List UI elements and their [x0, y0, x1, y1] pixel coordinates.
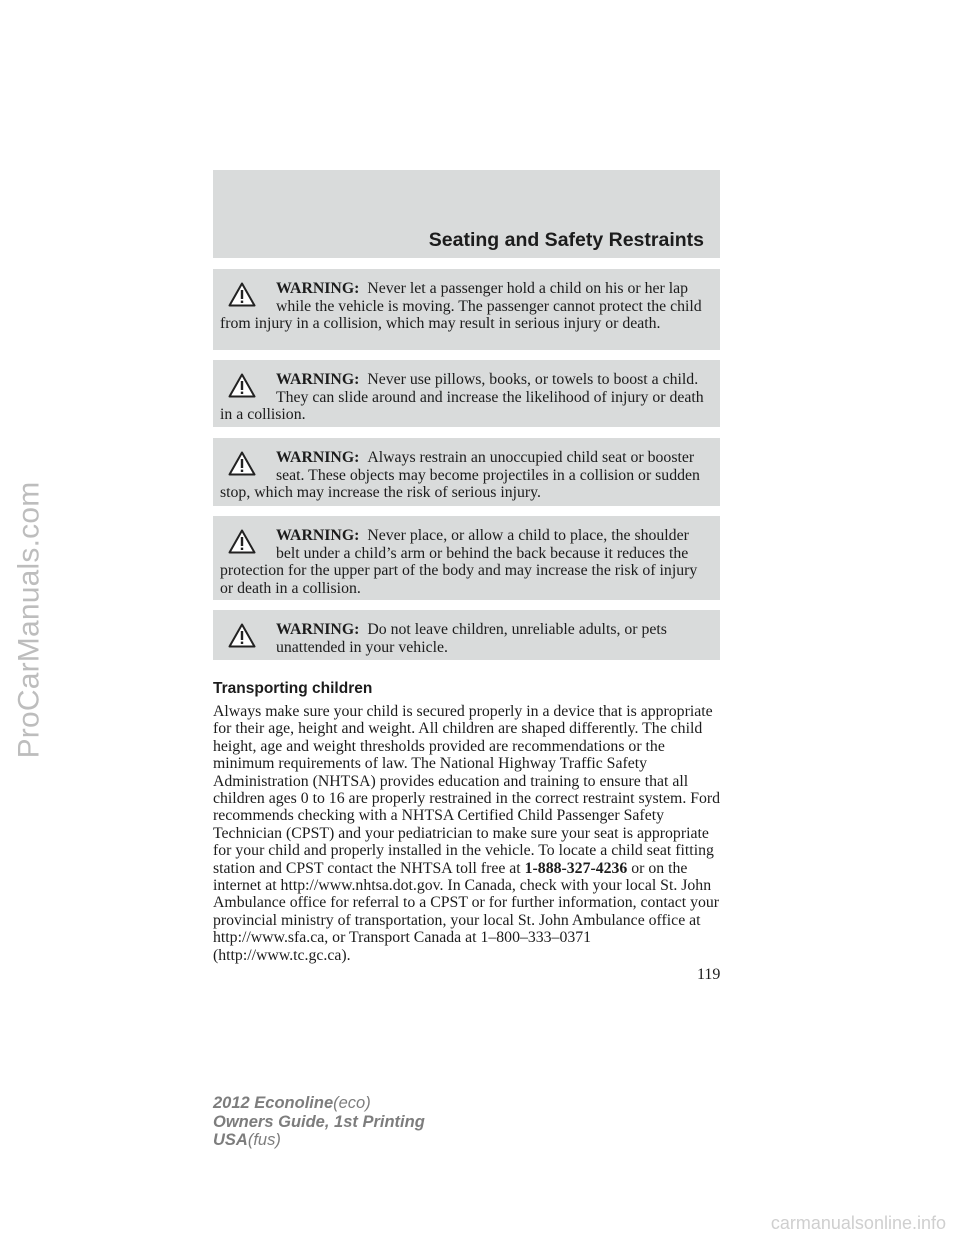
warning-box-3 — [213, 438, 720, 506]
footer-model: 2012 Econoline — [213, 1094, 334, 1112]
footer — [213, 1094, 425, 1150]
bottom-watermark: carmanualsonline.info — [770, 1213, 946, 1233]
warning-text: Do not leave children, unreliable adults, or pets unattended in your vehicle. — [276, 621, 667, 656]
page-number: 119 — [697, 966, 721, 983]
body-text-part-1: Always make sure your child is secured properly in a device that is appropriate for their age, height and weight. All children are shaped differently. The child height, age and weight thresholds provided are recommendations or the minimum requirements of law. The National Highway Traffic Safety Administration (NHTSA) provides education and training to ensure that all children ages 0 to 16 are properly restrained in the correct restraint system. Ford recommends checking with a NHTSA Certified Child Passenger Safety Technician (CPST) and your pediatrician to make sure your seat is appropriate for your child and properly installed in the vehicle. To locate a child seat fitting station and CPST contact the NHTSA toll free at — [213, 703, 721, 877]
warning-triangle-icon — [228, 282, 256, 307]
footer-market: USA — [213, 1131, 248, 1149]
warning-box-2 — [213, 360, 720, 427]
page-title: Seating and Safety Restraints — [428, 229, 704, 251]
footer-guide: Owners Guide, 1st Printing — [213, 1112, 425, 1131]
section-heading: Transporting children — [213, 680, 373, 697]
warning-box-4 — [213, 516, 720, 600]
nhtsa-phone-number: 1-888-327-4236 — [520, 859, 632, 877]
warning-triangle-icon — [228, 529, 256, 554]
warning-triangle-icon — [228, 451, 256, 476]
body-paragraph — [213, 703, 728, 964]
warning-label: WARNING: — [276, 621, 364, 638]
side-watermark-text: ProCarManuals.com — [12, 481, 46, 759]
warning-label: WARNING: — [276, 280, 364, 297]
warning-triangle-icon — [228, 623, 256, 648]
warning-label: WARNING: — [276, 527, 364, 544]
warning-text: Always restrain an unoccupied child seat or booster seat. These objects may become projectiles in a collision or sudden stop, which may increase the risk of serious injury. — [220, 449, 700, 501]
side-watermark — [8, 398, 50, 842]
warning-text: Never use pillows, books, or towels to boost a child. They can slide around and increase the likelihood of injury or death in a collision. — [220, 371, 704, 423]
footer-market-code: (fus) — [247, 1131, 281, 1149]
warning-box-1 — [213, 269, 720, 350]
body-text-part-2: or on the internet at http://www.nhtsa.dot.gov. In Canada, check with your local St. John Ambulance office for referral to a CPST or for further information, contact your provincial ministry of transportation, your local St. John Ambulance office at http://www.sfa.ca, or Transport Canada at 1–800–333–0371 (http://www.tc.gc.ca). — [213, 859, 720, 964]
warning-box-5 — [213, 610, 720, 660]
footer-model-code: (eco) — [333, 1094, 371, 1112]
warning-text: Never place, or allow a child to place, the shoulder belt under a child’s arm or behind the back because it reduces the protection for the upper part of the body and may increase the risk of injury or death in a collision. — [220, 527, 698, 597]
warning-triangle-icon — [228, 373, 256, 398]
warning-label: WARNING: — [276, 449, 364, 466]
warning-text: Never let a passenger hold a child on his or her lap while the vehicle is moving. The passenger cannot protect the child from injury in a collision, which may result in serious injury or death. — [220, 280, 702, 332]
warning-label: WARNING: — [276, 371, 364, 388]
section-header-bar — [213, 170, 720, 258]
